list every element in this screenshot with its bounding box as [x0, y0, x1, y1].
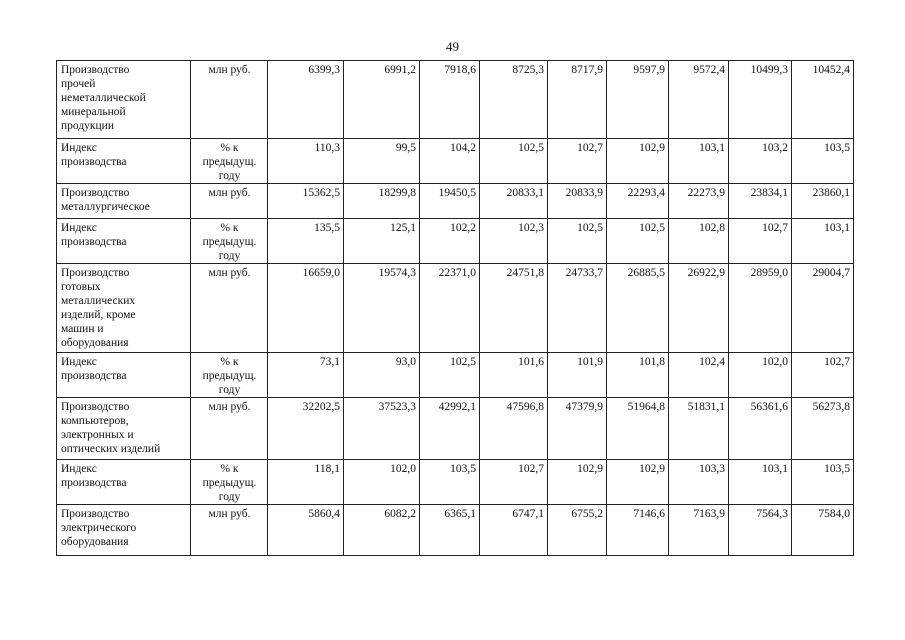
- value-cell: 56361,6: [729, 398, 792, 460]
- row-name-line: Производство: [61, 267, 130, 279]
- value-cell: 5860,4: [268, 505, 344, 556]
- row-name-line: Индекс: [61, 142, 97, 154]
- unit-line: году: [218, 491, 241, 503]
- unit-line: % к: [220, 222, 239, 234]
- value-cell: 102,8: [669, 219, 729, 264]
- value-cell: 29004,7: [792, 264, 854, 353]
- row-name-cell: [57, 219, 191, 264]
- unit-cell: [191, 264, 268, 353]
- unit-line: году: [218, 170, 241, 182]
- table-row: [57, 139, 854, 184]
- row-name-line: Производство: [61, 401, 130, 413]
- value-cell: 16659,0: [268, 264, 344, 353]
- row-name-cell: [57, 505, 191, 556]
- row-name-line: производства: [61, 370, 127, 382]
- row-name-line: готовых: [61, 281, 101, 293]
- value-cell: 103,5: [420, 460, 480, 505]
- value-cell: 6747,1: [480, 505, 548, 556]
- value-cell: 102,3: [480, 219, 548, 264]
- unit-line: млн руб.: [208, 187, 251, 199]
- value-cell: 102,5: [607, 219, 669, 264]
- value-cell: 23860,1: [792, 184, 854, 219]
- unit-line: % к: [220, 142, 239, 154]
- unit-cell: [191, 219, 268, 264]
- value-cell: 47379,9: [548, 398, 607, 460]
- row-name-line: Производство: [61, 64, 130, 76]
- value-cell: 101,8: [607, 353, 669, 398]
- row-name-line: Индекс: [61, 222, 97, 234]
- value-cell: 102,9: [548, 460, 607, 505]
- unit-line: млн руб.: [208, 508, 251, 520]
- value-cell: 102,0: [344, 460, 420, 505]
- value-cell: 102,2: [420, 219, 480, 264]
- value-cell: 103,1: [669, 139, 729, 184]
- value-cell: 56273,8: [792, 398, 854, 460]
- row-name-line: оптических изделий: [61, 443, 161, 455]
- value-cell: 103,1: [729, 460, 792, 505]
- value-cell: 20833,1: [480, 184, 548, 219]
- row-name-cell: [57, 398, 191, 460]
- unit-line: предыдущ.: [202, 477, 257, 489]
- row-name-line: Индекс: [61, 463, 97, 475]
- unit-cell: [191, 61, 268, 139]
- unit-line: предыдущ.: [202, 370, 257, 382]
- row-name-cell: [57, 184, 191, 219]
- value-cell: 103,5: [792, 460, 854, 505]
- value-cell: 135,5: [268, 219, 344, 264]
- value-cell: 7564,3: [729, 505, 792, 556]
- unit-line: году: [218, 384, 241, 396]
- table-row: [57, 184, 854, 219]
- value-cell: 6399,3: [268, 61, 344, 139]
- value-cell: 22273,9: [669, 184, 729, 219]
- value-cell: 37523,3: [344, 398, 420, 460]
- row-name-cell: [57, 264, 191, 353]
- unit-line: млн руб.: [208, 64, 251, 76]
- value-cell: 102,5: [480, 139, 548, 184]
- value-cell: 19450,5: [420, 184, 480, 219]
- row-name-cell: [57, 353, 191, 398]
- value-cell: 103,3: [669, 460, 729, 505]
- unit-cell: [191, 139, 268, 184]
- unit-cell: [191, 505, 268, 556]
- value-cell: 110,3: [268, 139, 344, 184]
- value-cell: 9572,4: [669, 61, 729, 139]
- unit-line: предыдущ.: [202, 156, 257, 168]
- row-name-line: электрического: [61, 522, 137, 534]
- value-cell: 102,7: [792, 353, 854, 398]
- row-name-line: металлических: [61, 295, 136, 307]
- value-cell: 99,5: [344, 139, 420, 184]
- value-cell: 7163,9: [669, 505, 729, 556]
- unit-line: % к: [220, 463, 239, 475]
- table-row: [57, 61, 854, 139]
- value-cell: 9597,9: [607, 61, 669, 139]
- value-cell: 103,5: [792, 139, 854, 184]
- unit-cell: [191, 184, 268, 219]
- value-cell: 102,5: [548, 219, 607, 264]
- row-name-line: изделий, кроме: [61, 309, 136, 321]
- value-cell: 73,1: [268, 353, 344, 398]
- row-name-line: производства: [61, 236, 127, 248]
- unit-cell: [191, 398, 268, 460]
- value-cell: 15362,5: [268, 184, 344, 219]
- unit-line: млн руб.: [208, 267, 251, 279]
- value-cell: 102,7: [548, 139, 607, 184]
- value-cell: 18299,8: [344, 184, 420, 219]
- table-row: [57, 505, 854, 556]
- value-cell: 125,1: [344, 219, 420, 264]
- production-table: [56, 60, 854, 556]
- value-cell: 22371,0: [420, 264, 480, 353]
- value-cell: 102,9: [607, 139, 669, 184]
- unit-line: % к: [220, 356, 239, 368]
- value-cell: 103,2: [729, 139, 792, 184]
- table-row: [57, 460, 854, 505]
- row-name-line: Производство: [61, 508, 130, 520]
- unit-cell: [191, 353, 268, 398]
- row-name-line: оборудования: [61, 536, 129, 548]
- value-cell: 102,7: [729, 219, 792, 264]
- value-cell: 7146,6: [607, 505, 669, 556]
- value-cell: 6991,2: [344, 61, 420, 139]
- unit-cell: [191, 460, 268, 505]
- row-name-cell: [57, 460, 191, 505]
- value-cell: 6365,1: [420, 505, 480, 556]
- value-cell: 7584,0: [792, 505, 854, 556]
- row-name-line: производства: [61, 156, 127, 168]
- value-cell: 26885,5: [607, 264, 669, 353]
- value-cell: 104,2: [420, 139, 480, 184]
- row-name-line: Индекс: [61, 356, 97, 368]
- value-cell: 26922,9: [669, 264, 729, 353]
- value-cell: 101,9: [548, 353, 607, 398]
- row-name-line: электронных и: [61, 429, 134, 441]
- value-cell: 28959,0: [729, 264, 792, 353]
- value-cell: 51831,1: [669, 398, 729, 460]
- unit-line: предыдущ.: [202, 236, 257, 248]
- value-cell: 103,1: [792, 219, 854, 264]
- unit-line: году: [218, 250, 241, 262]
- value-cell: 47596,8: [480, 398, 548, 460]
- row-name-line: минеральной: [61, 106, 126, 118]
- row-name-line: продукции: [61, 120, 114, 132]
- row-name-line: Производство: [61, 187, 130, 199]
- row-name-line: машин и: [61, 323, 104, 335]
- value-cell: 8717,9: [548, 61, 607, 139]
- row-name-line: компьютеров,: [61, 415, 129, 427]
- row-name-cell: [57, 61, 191, 139]
- value-cell: 32202,5: [268, 398, 344, 460]
- table-row: [57, 219, 854, 264]
- value-cell: 102,9: [607, 460, 669, 505]
- row-name-line: неметаллической: [61, 92, 146, 104]
- row-name-line: оборудования: [61, 337, 129, 349]
- value-cell: 8725,3: [480, 61, 548, 139]
- value-cell: 102,5: [420, 353, 480, 398]
- value-cell: 6755,2: [548, 505, 607, 556]
- row-name-line: прочей: [61, 78, 96, 90]
- value-cell: 6082,2: [344, 505, 420, 556]
- row-name-line: металлургическое: [61, 201, 150, 213]
- value-cell: 10452,4: [792, 61, 854, 139]
- value-cell: 42992,1: [420, 398, 480, 460]
- value-cell: 93,0: [344, 353, 420, 398]
- value-cell: 24751,8: [480, 264, 548, 353]
- table-row: [57, 398, 854, 460]
- value-cell: 118,1: [268, 460, 344, 505]
- unit-line: млн руб.: [208, 401, 251, 413]
- value-cell: 19574,3: [344, 264, 420, 353]
- value-cell: 101,6: [480, 353, 548, 398]
- value-cell: 22293,4: [607, 184, 669, 219]
- value-cell: 102,0: [729, 353, 792, 398]
- page-number: 49: [446, 39, 459, 54]
- value-cell: 24733,7: [548, 264, 607, 353]
- value-cell: 51964,8: [607, 398, 669, 460]
- row-name-cell: [57, 139, 191, 184]
- value-cell: 10499,3: [729, 61, 792, 139]
- value-cell: 102,7: [480, 460, 548, 505]
- value-cell: 20833,9: [548, 184, 607, 219]
- value-cell: 23834,1: [729, 184, 792, 219]
- table-row: [57, 353, 854, 398]
- value-cell: 102,4: [669, 353, 729, 398]
- row-name-line: производства: [61, 477, 127, 489]
- table-row: [57, 264, 854, 353]
- value-cell: 7918,6: [420, 61, 480, 139]
